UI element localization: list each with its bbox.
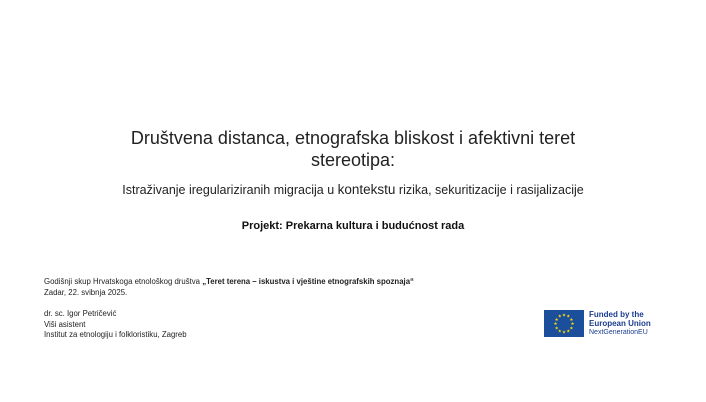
eu-star: ★	[557, 313, 562, 319]
subtitle-emphasis: kontekstu	[337, 182, 396, 197]
eu-star: ★	[570, 320, 575, 326]
subtitle-part-1: Istraživanje iregulariziranih migracija u	[122, 183, 338, 197]
place-date: Zadar, 22. svibnja 2025.	[44, 287, 128, 297]
eu-line-2: European Union	[589, 318, 651, 328]
slide-title	[90, 127, 616, 171]
author-institution: Institut za etnologiju i folkloristiku, Zagreb	[44, 330, 187, 339]
eu-star: ★	[569, 316, 574, 322]
eu-star: ★	[554, 316, 559, 322]
eu-logo-text	[589, 310, 651, 337]
conference-info	[44, 277, 414, 298]
eu-line-1: Funded by the	[589, 309, 644, 319]
eu-star: ★	[561, 329, 567, 335]
conference-prefix: Godišnji skup Hrvatskoga etnološkog društva	[44, 277, 203, 286]
conference-title: „Teret terena – iskustva i vještine etnografskih spoznaja“	[202, 277, 414, 286]
author-info	[44, 309, 187, 341]
eu-star: ★	[557, 327, 562, 333]
title-line-1: Društvena distanca, etnografska bliskost i afektivni teret	[130, 128, 576, 148]
conference-line	[44, 277, 414, 288]
eu-star: ★	[553, 320, 558, 326]
author-name: dr. sc. Igor Petričević	[44, 309, 117, 318]
subtitle-part-2: rizika, sekuritizacije i rasijalizacije	[395, 183, 584, 197]
eu-star: ★	[569, 324, 574, 330]
eu-star: ★	[554, 324, 559, 330]
eu-star: ★	[566, 327, 571, 333]
title-line-2: stereotipa:	[310, 150, 396, 170]
project-name: Projekt: Prekarna kultura i budućnost rada	[241, 220, 465, 232]
eu-star: ★	[566, 313, 571, 319]
eu-line-3: NextGenerationEU	[589, 328, 648, 336]
slide-subtitle	[60, 182, 646, 198]
author-role: Viši asistent	[44, 319, 86, 329]
eu-funding-logo	[544, 308, 664, 338]
eu-star: ★	[561, 312, 567, 318]
eu-flag-icon	[544, 310, 584, 337]
